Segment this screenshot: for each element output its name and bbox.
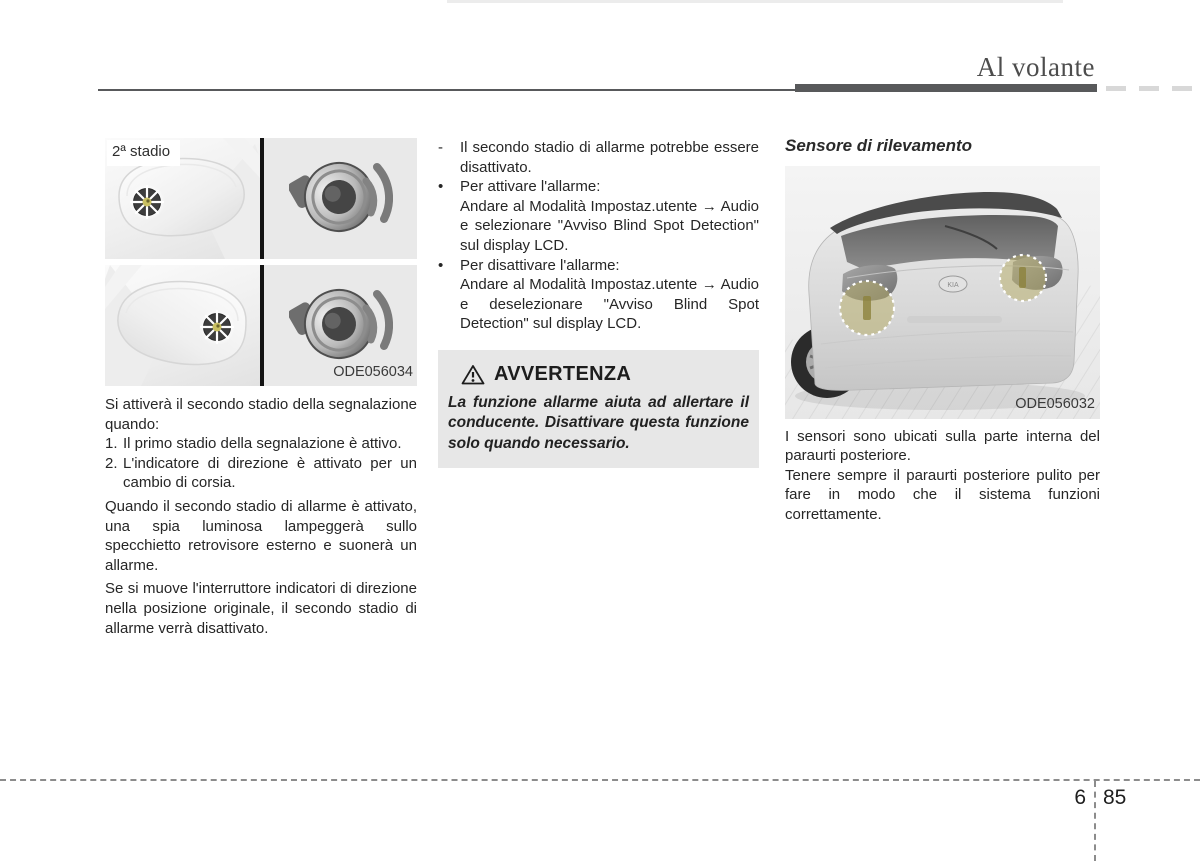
numbered-item xyxy=(105,434,417,454)
page-top-divider xyxy=(447,0,1063,3)
section-title: Al volante xyxy=(976,52,1095,82)
speaker-icon xyxy=(289,151,393,247)
figure-blind-spot-alarm xyxy=(105,138,417,386)
bullet-item xyxy=(438,177,759,255)
numbered-item xyxy=(105,454,417,493)
warning-box xyxy=(438,350,759,468)
paragraph: I sensori sono ubicati sulla parte interna del paraurti posteriore. xyxy=(785,427,1100,465)
paragraph-intro: Si attiverà il secondo stadio della segnalazione quando: xyxy=(105,396,417,433)
item-body: Andare al Modalità Impostaz.utente → Audio e selezionare "Avviso Blind Spot Detection" sul display LCD. xyxy=(460,197,759,254)
paragraph: Se si muove l'interruttore indicatori di direzione nella posizione originale, il secondo stadio di allarme verrà disattivato. xyxy=(105,580,417,637)
right-column xyxy=(785,136,1100,525)
footer-page-number: 85 xyxy=(1103,786,1127,809)
sensor-highlight-left xyxy=(840,281,894,335)
sensor-highlight-right xyxy=(1000,255,1046,301)
kia-badge: KIA xyxy=(947,281,959,289)
subsection-heading: Sensore di rilevamento xyxy=(785,136,973,155)
warning-triangle-icon xyxy=(461,364,485,385)
item-text: L'indicatore di direzione è attivato per un cambio di corsia. xyxy=(123,454,417,492)
warning-title-row xyxy=(448,364,749,385)
item-text: Il primo stadio della segnalazione è attivo. xyxy=(123,435,402,453)
warning-body: La funzione allarme aiuta ad allertare il conducente. Disattivare questa funzione solo quando necessario. xyxy=(448,393,749,452)
paragraph: Quando il secondo stadio di allarme è attivato, una spia luminosa lampeggerà sullo specchietto retrovisore esterno e suonerà un allarme. xyxy=(105,497,417,574)
dash-item xyxy=(438,138,759,177)
item-title: Per disattivare l'allarme: xyxy=(460,256,620,274)
figure-stage-label: 2ª stadio xyxy=(107,140,180,166)
warning-title: AVVERTENZA xyxy=(494,362,632,385)
figure-caption: ODE056034 xyxy=(333,364,413,381)
item-text: Il secondo stadio di allarme potrebbe essere disattivato. xyxy=(460,139,759,176)
figure-detection-sensor xyxy=(785,166,1100,419)
item-number: 1. xyxy=(105,435,118,453)
side-mirror-warning-icon xyxy=(105,265,260,386)
footer-chapter-number: 6 xyxy=(1074,786,1086,809)
middle-column xyxy=(438,138,759,468)
speaker-photo-top xyxy=(264,138,417,259)
header-rule-thin xyxy=(98,89,795,91)
mirror-photo-bottom xyxy=(105,265,260,386)
header-rule-dashes xyxy=(1106,86,1200,91)
dash-marker: - xyxy=(438,139,443,156)
paragraph: Tenere sempre il paraurti posteriore pulito per fare in modo che il sistema funzioni correttamente. xyxy=(785,466,1100,523)
item-title: Per attivare l'allarme: xyxy=(460,178,601,196)
footer-divider xyxy=(0,779,1200,781)
bullet-marker: • xyxy=(438,256,444,274)
header-rule-thick xyxy=(795,84,1097,92)
car-rear-illustration xyxy=(785,166,1100,419)
bullet-item xyxy=(438,256,759,334)
speaker-icon xyxy=(289,278,393,374)
bullet-marker: • xyxy=(438,178,444,196)
footer-page-divider xyxy=(1094,781,1096,861)
figure-caption: ODE056032 xyxy=(1015,396,1095,412)
left-column xyxy=(105,138,417,638)
item-body: Andare al Modalità Impostaz.utente → Audio e deselezionare "Avviso Blind Spot Detection" sul display LCD. xyxy=(460,276,759,333)
item-number: 2. xyxy=(105,454,118,472)
